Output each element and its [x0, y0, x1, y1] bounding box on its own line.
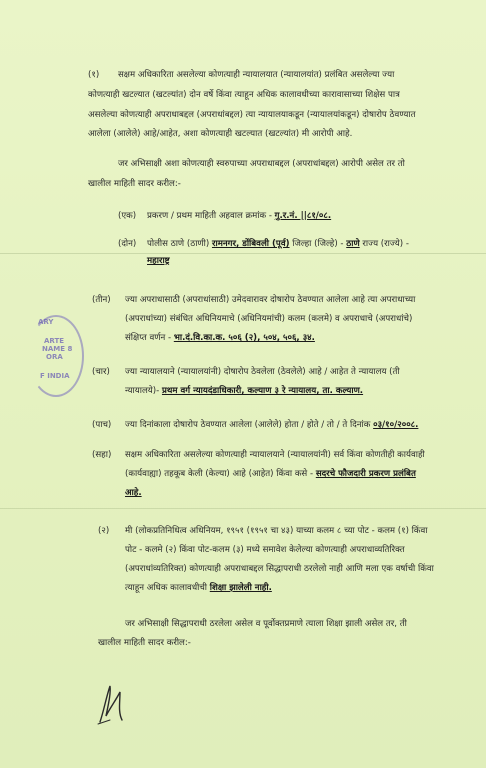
signature — [96, 680, 130, 726]
item-2-state: महाराष्ट्र — [147, 256, 170, 266]
item-6-status-end: आहे. — [125, 488, 142, 498]
item-6-text: (कार्यवाह्या) तहकूब केली (केल्या) आहे (आहेत) किंवा कसे - — [125, 469, 314, 479]
item-4-line-1: ज्या न्यायालयाने (न्यायालयांनी) दोषारोप ठेवलेला (ठेवलेले) आहे / आहेत ते न्यायालय (ती — [125, 367, 400, 377]
item-2-text-1: पोलीस ठाणे (ठाणी) — [147, 239, 210, 249]
item-4-text: न्यायालये)- — [125, 386, 160, 396]
item-3-line-3 — [125, 329, 315, 349]
item-2-state-row — [147, 252, 170, 272]
intro-line-2: खालील माहिती सादर करील:- — [88, 179, 181, 189]
stamp-text: NAME 8 — [42, 345, 73, 353]
item-6-line-3 — [125, 484, 142, 504]
item-2-row — [147, 235, 409, 255]
intro-line-1: जर अभिसाक्षी अशा कोणत्याही स्वरुपाच्या अपराधाबद्दल (अपराधांबद्दल) आरोपी असेल तर तो — [118, 159, 405, 169]
item-5-label: (पाच) — [92, 420, 112, 430]
item-3-line-1: ज्या अपराधासाठी (अपराधांसाठी) उमेदवारावर दोषारोप ठेवण्यात आलेला आहे त्या अपराधाच्या — [125, 295, 416, 305]
item-3-line-2: (अपराधांच्या) संबंधित अधिनियमाचे (अधिनियमांची) कलम (कलमे) व अपराधाचे (अपराधांचे) — [125, 314, 413, 324]
item-6-line-2 — [125, 465, 416, 485]
para-2-number: (२) — [98, 526, 110, 536]
item-6-label: (सहा) — [92, 450, 112, 460]
item-2-police-station: रामनगर, डोंबिवली (पूर्व) — [211, 239, 290, 249]
item-4-line-2 — [125, 382, 363, 402]
item-6-status: सदरचे फौजदारी प्रकरण प्रलंबित — [315, 469, 416, 479]
para-2-line-3: (अपराधांव्यतिरिक्त) कोणत्याही अपराधाबद्दल सिद्धापराधी ठरलेलो नाही आणि मला एक वर्षाची किंवा — [125, 564, 434, 574]
para-1-number: (१) — [88, 70, 100, 80]
para-2-line-1: मी (लोकप्रतिनिधित्व अधिनियम, १९५१ (१९५१ चा ४३) याच्या कलम ८ च्या पोट - कलम (१) किंवा — [125, 526, 428, 536]
para-2-conviction: शिक्षा झालेली नाही. — [209, 583, 272, 593]
stamp-text: ARTE — [44, 337, 65, 345]
para-2-line-2: पोट - कलमे (२) किंवा पोट-कलम (३) मध्ये समावेश केलेल्या कोणत्याही अपराधाव्यतिरिक्त — [125, 545, 405, 555]
para-2-text: त्याहून अधिक कालावधीची — [125, 583, 208, 593]
item-6-line-1: सक्षम अधिकारिता असलेल्या कोणत्याही न्यायालयाने (न्यायालयांनी) सर्व किंवा कोणतीही कार्यवाही — [125, 450, 425, 460]
item-1-value: गु.र.नं. ||८१/०८. — [274, 211, 332, 221]
item-1-row — [147, 207, 331, 227]
stamp-text: ORA — [46, 353, 63, 361]
item-2-text-2: जिल्हा (जिल्हे) - — [292, 239, 344, 249]
item-2-label: (दोन) — [118, 239, 137, 249]
item-3-label: (तीन) — [92, 295, 111, 305]
closing-line-1: जर अभिसाक्षी सिद्धापराधी ठरलेला असेल व पूर्वोक्तप्रमाणे त्याला शिक्षा झाली असेल तर, ती — [125, 619, 407, 629]
item-5-text: ज्या दिनांकाला दोषारोप ठेवण्यात आलेला (आलेले) होता / होते / तो / ते दिनांक — [125, 420, 371, 430]
item-5-date: ०३/१०/२००८. — [373, 420, 419, 430]
item-2-district: ठाणे — [346, 239, 360, 249]
item-1-label: (एक) — [118, 211, 137, 221]
para-1-line-3: असलेल्या कोणत्याही अपराधाबद्दल (अपराधांबद्दल) त्या न्यायालयाकडून (न्यायालयांकडून) दोषारोप ठेवण्यात — [88, 110, 416, 120]
stamp-text: F INDIA — [40, 372, 70, 380]
para-1-line-4: आलेला (आलेले) आहे/आहेत, अशा कोणत्याही खटल्यात (खटल्यांत) मी आरोपी आहे. — [88, 129, 353, 139]
para-2-line-4 — [125, 579, 272, 599]
item-3-sections: भा.दं.वि.का.क. ५०६ (२), ५०४, ५०६, ३४. — [173, 333, 315, 343]
para-1-line-1: सक्षम अधिकारिता असलेल्या कोणत्याही न्यायालयात (न्यायालयांत) प्रलंबित असलेल्या ज्या — [118, 70, 395, 80]
fold-line — [0, 508, 486, 509]
item-4-label: (चार) — [92, 367, 110, 377]
item-2-text-3: राज्य (राज्ये) - — [362, 239, 409, 249]
item-4-court: प्रथम वर्ग न्यायदंडाधिकारी, कल्याण ३ रे न्यायालय, ता. कल्याण. — [161, 386, 364, 396]
item-1-text: प्रकरण / प्रथम माहिती अहवाल क्रमांक - — [147, 211, 272, 221]
para-1-line-2: कोणत्याही खटल्यात (खटल्यांत) दोन वर्षे किंवा त्याहून अधिक कालावधीच्या कारावासाच्या शिक्षेस पात्र — [88, 90, 400, 100]
stamp-text: ARY — [38, 318, 54, 326]
closing-line-2: खालील माहिती सादर करील:- — [98, 638, 191, 648]
item-5-row — [125, 416, 418, 436]
item-3-text: संक्षिप्त वर्णन - — [125, 333, 172, 343]
